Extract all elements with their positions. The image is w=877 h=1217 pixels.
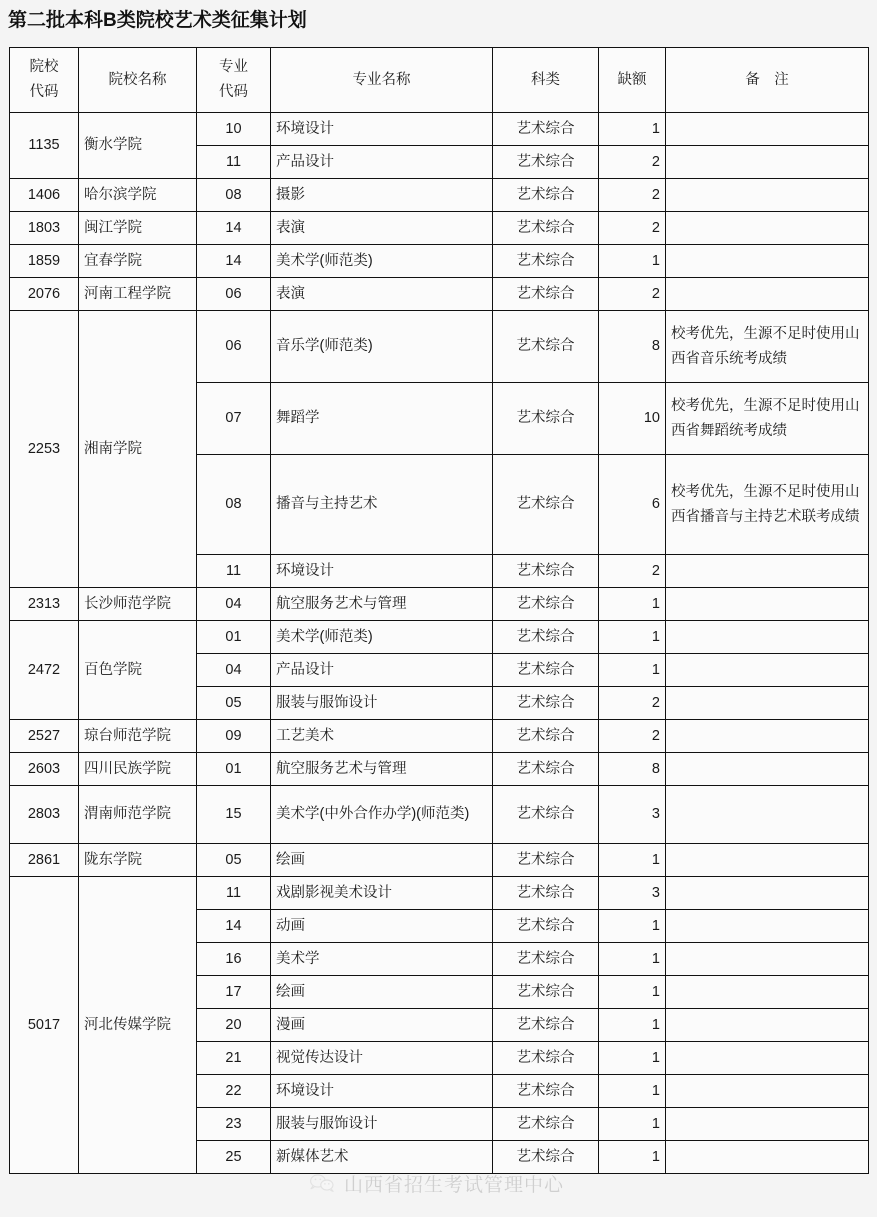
cell-category: 艺术综合 bbox=[493, 621, 599, 654]
cell-major-code: 08 bbox=[197, 455, 271, 555]
cell-quota: 1 bbox=[599, 1141, 666, 1174]
cell-major-code: 14 bbox=[197, 212, 271, 245]
cell-quota: 1 bbox=[599, 1042, 666, 1075]
cell-quota: 1 bbox=[599, 654, 666, 687]
cell-quota: 1 bbox=[599, 621, 666, 654]
cell-category: 艺术综合 bbox=[493, 146, 599, 179]
column-header-quota: 缺额 bbox=[599, 48, 666, 113]
cell-quota: 2 bbox=[599, 720, 666, 753]
cell-major-code: 09 bbox=[197, 720, 271, 753]
cell-category: 艺术综合 bbox=[493, 720, 599, 753]
cell-major-code: 11 bbox=[197, 146, 271, 179]
cell-major-name: 音乐学(师范类) bbox=[271, 311, 493, 383]
cell-school-code: 2076 bbox=[10, 278, 79, 311]
cell-major-name: 产品设计 bbox=[271, 146, 493, 179]
column-header-school-name: 院校名称 bbox=[79, 48, 197, 113]
cell-school-name: 陇东学院 bbox=[79, 844, 197, 877]
cell-major-code: 23 bbox=[197, 1108, 271, 1141]
table-row bbox=[10, 786, 869, 844]
cell-category: 艺术综合 bbox=[493, 588, 599, 621]
table-row bbox=[10, 179, 869, 212]
page-title: 第二批本科B类院校艺术类征集计划 bbox=[8, 10, 307, 31]
cell-school-code: 2472 bbox=[10, 621, 79, 720]
cell-major-name: 动画 bbox=[271, 910, 493, 943]
cell-remark bbox=[666, 844, 869, 877]
cell-major-code: 11 bbox=[197, 877, 271, 910]
cell-school-name: 渭南师范学院 bbox=[79, 786, 197, 844]
cell-remark bbox=[666, 943, 869, 976]
cell-major-code: 08 bbox=[197, 179, 271, 212]
cell-school-code: 1859 bbox=[10, 245, 79, 278]
cell-remark bbox=[666, 179, 869, 212]
cell-school-name: 四川民族学院 bbox=[79, 753, 197, 786]
cell-school-code: 2527 bbox=[10, 720, 79, 753]
cell-remark bbox=[666, 976, 869, 1009]
cell-remark bbox=[666, 1009, 869, 1042]
column-header-category: 科类 bbox=[493, 48, 599, 113]
cell-quota: 1 bbox=[599, 245, 666, 278]
cell-major-code: 20 bbox=[197, 1009, 271, 1042]
cell-school-code: 2603 bbox=[10, 753, 79, 786]
cell-quota: 1 bbox=[599, 1075, 666, 1108]
cell-quota: 2 bbox=[599, 555, 666, 588]
cell-major-name: 绘画 bbox=[271, 844, 493, 877]
table-row bbox=[10, 877, 869, 910]
cell-major-name: 服装与服饰设计 bbox=[271, 1108, 493, 1141]
cell-major-code: 07 bbox=[197, 383, 271, 455]
cell-school-code: 5017 bbox=[10, 877, 79, 1174]
cell-category: 艺术综合 bbox=[493, 278, 599, 311]
cell-category: 艺术综合 bbox=[493, 455, 599, 555]
cell-category: 艺术综合 bbox=[493, 179, 599, 212]
cell-quota: 2 bbox=[599, 278, 666, 311]
cell-remark bbox=[666, 1042, 869, 1075]
cell-quota: 1 bbox=[599, 113, 666, 146]
cell-school-name: 闽江学院 bbox=[79, 212, 197, 245]
cell-category: 艺术综合 bbox=[493, 654, 599, 687]
cell-category: 艺术综合 bbox=[493, 1141, 599, 1174]
cell-category: 艺术综合 bbox=[493, 311, 599, 383]
cell-major-code: 11 bbox=[197, 555, 271, 588]
cell-category: 艺术综合 bbox=[493, 687, 599, 720]
cell-school-code: 2861 bbox=[10, 844, 79, 877]
cell-major-name: 戏剧影视美术设计 bbox=[271, 877, 493, 910]
cell-category: 艺术综合 bbox=[493, 786, 599, 844]
cell-remark bbox=[666, 621, 869, 654]
cell-category: 艺术综合 bbox=[493, 383, 599, 455]
cell-major-name: 舞蹈学 bbox=[271, 383, 493, 455]
cell-school-name: 河北传媒学院 bbox=[79, 877, 197, 1174]
column-header-major-code-line1: 专业 bbox=[219, 59, 248, 75]
cell-school-name: 湘南学院 bbox=[79, 311, 197, 588]
cell-remark bbox=[666, 1108, 869, 1141]
cell-quota: 1 bbox=[599, 844, 666, 877]
cell-school-code: 2313 bbox=[10, 588, 79, 621]
cell-school-code: 1803 bbox=[10, 212, 79, 245]
cell-major-name: 美术学 bbox=[271, 943, 493, 976]
cell-major-code: 14 bbox=[197, 910, 271, 943]
cell-major-name: 新媒体艺术 bbox=[271, 1141, 493, 1174]
cell-school-name: 河南工程学院 bbox=[79, 278, 197, 311]
cell-major-code: 22 bbox=[197, 1075, 271, 1108]
cell-school-code: 1406 bbox=[10, 179, 79, 212]
cell-school-name: 宜春学院 bbox=[79, 245, 197, 278]
cell-remark bbox=[666, 687, 869, 720]
cell-remark bbox=[666, 786, 869, 844]
cell-quota: 2 bbox=[599, 687, 666, 720]
cell-school-name: 衡水学院 bbox=[79, 113, 197, 179]
column-header-major-name: 专业名称 bbox=[271, 48, 493, 113]
cell-quota: 3 bbox=[599, 786, 666, 844]
cell-quota: 1 bbox=[599, 588, 666, 621]
cell-quota: 2 bbox=[599, 179, 666, 212]
cell-major-name: 美术学(师范类) bbox=[271, 245, 493, 278]
cell-category: 艺术综合 bbox=[493, 212, 599, 245]
cell-remark bbox=[666, 555, 869, 588]
cell-major-code: 05 bbox=[197, 687, 271, 720]
table-row bbox=[10, 311, 869, 383]
cell-school-code: 1135 bbox=[10, 113, 79, 179]
cell-category: 艺术综合 bbox=[493, 1042, 599, 1075]
cell-remark bbox=[666, 245, 869, 278]
cell-remark bbox=[666, 910, 869, 943]
cell-major-name: 播音与主持艺术 bbox=[271, 455, 493, 555]
cell-quota: 8 bbox=[599, 311, 666, 383]
column-header-school-code-line2: 代码 bbox=[29, 84, 59, 100]
cell-major-code: 04 bbox=[197, 654, 271, 687]
cell-major-code: 01 bbox=[197, 753, 271, 786]
cell-major-name: 服装与服饰设计 bbox=[271, 687, 493, 720]
footer bbox=[0, 1165, 877, 1201]
cell-major-code: 21 bbox=[197, 1042, 271, 1075]
wechat-icon bbox=[309, 1173, 335, 1193]
table-row bbox=[10, 278, 869, 311]
cell-quota: 8 bbox=[599, 753, 666, 786]
cell-major-code: 25 bbox=[197, 1141, 271, 1174]
cell-remark bbox=[666, 113, 869, 146]
cell-category: 艺术综合 bbox=[493, 943, 599, 976]
cell-quota: 1 bbox=[599, 910, 666, 943]
cell-remark bbox=[666, 654, 869, 687]
cell-quota: 3 bbox=[599, 877, 666, 910]
cell-major-code: 06 bbox=[197, 278, 271, 311]
cell-quota: 1 bbox=[599, 1108, 666, 1141]
table-header bbox=[10, 48, 869, 113]
cell-category: 艺术综合 bbox=[493, 877, 599, 910]
cell-major-code: 05 bbox=[197, 844, 271, 877]
cell-major-name: 美术学(师范类) bbox=[271, 621, 493, 654]
cell-category: 艺术综合 bbox=[493, 844, 599, 877]
cell-quota: 2 bbox=[599, 212, 666, 245]
cell-category: 艺术综合 bbox=[493, 245, 599, 278]
header-row bbox=[10, 48, 869, 113]
cell-quota: 10 bbox=[599, 383, 666, 455]
cell-major-name: 美术学(中外合作办学)(师范类) bbox=[271, 786, 493, 844]
cell-major-name: 产品设计 bbox=[271, 654, 493, 687]
cell-major-name: 漫画 bbox=[271, 1009, 493, 1042]
column-header-major-code-line2: 代码 bbox=[219, 84, 248, 100]
cell-major-code: 10 bbox=[197, 113, 271, 146]
cell-school-name: 哈尔滨学院 bbox=[79, 179, 197, 212]
column-header-remark: 备 注 bbox=[666, 48, 869, 113]
cell-remark bbox=[666, 753, 869, 786]
table-row bbox=[10, 113, 869, 146]
table-row bbox=[10, 753, 869, 786]
cell-major-name: 环境设计 bbox=[271, 1075, 493, 1108]
enrollment-plan-table bbox=[9, 47, 869, 1174]
cell-category: 艺术综合 bbox=[493, 555, 599, 588]
cell-quota: 1 bbox=[599, 976, 666, 1009]
cell-remark: 校考优先，生源不足时使用山西省舞蹈统考成绩 bbox=[666, 383, 869, 455]
cell-remark bbox=[666, 212, 869, 245]
cell-major-name: 工艺美术 bbox=[271, 720, 493, 753]
cell-major-name: 环境设计 bbox=[271, 555, 493, 588]
cell-major-code: 16 bbox=[197, 943, 271, 976]
cell-school-code: 2803 bbox=[10, 786, 79, 844]
cell-remark bbox=[666, 278, 869, 311]
cell-category: 艺术综合 bbox=[493, 1075, 599, 1108]
cell-category: 艺术综合 bbox=[493, 1108, 599, 1141]
cell-major-name: 绘画 bbox=[271, 976, 493, 1009]
cell-category: 艺术综合 bbox=[493, 976, 599, 1009]
table-row bbox=[10, 245, 869, 278]
column-header-major-code bbox=[197, 48, 271, 113]
cell-category: 艺术综合 bbox=[493, 910, 599, 943]
cell-major-name: 航空服务艺术与管理 bbox=[271, 753, 493, 786]
cell-quota: 2 bbox=[599, 146, 666, 179]
cell-major-code: 15 bbox=[197, 786, 271, 844]
cell-quota: 6 bbox=[599, 455, 666, 555]
table-row bbox=[10, 588, 869, 621]
cell-remark: 校考优先，生源不足时使用山西省播音与主持艺术联考成绩 bbox=[666, 455, 869, 555]
table-row bbox=[10, 720, 869, 753]
footer-label: 山西省招生考试管理中心 bbox=[343, 1174, 564, 1196]
cell-quota: 1 bbox=[599, 1009, 666, 1042]
cell-remark bbox=[666, 146, 869, 179]
cell-major-name: 航空服务艺术与管理 bbox=[271, 588, 493, 621]
cell-category: 艺术综合 bbox=[493, 113, 599, 146]
cell-remark: 校考优先，生源不足时使用山西省音乐统考成绩 bbox=[666, 311, 869, 383]
table-row bbox=[10, 844, 869, 877]
cell-major-name: 表演 bbox=[271, 278, 493, 311]
cell-remark bbox=[666, 720, 869, 753]
cell-school-name: 长沙师范学院 bbox=[79, 588, 197, 621]
column-header-school-code bbox=[10, 48, 79, 113]
table-body bbox=[10, 113, 869, 1174]
cell-remark bbox=[666, 877, 869, 910]
column-header-school-code-line1: 院校 bbox=[29, 59, 59, 75]
cell-school-name: 琼台师范学院 bbox=[79, 720, 197, 753]
cell-major-code: 04 bbox=[197, 588, 271, 621]
cell-remark bbox=[666, 588, 869, 621]
table-row bbox=[10, 621, 869, 654]
cell-school-code: 2253 bbox=[10, 311, 79, 588]
cell-category: 艺术综合 bbox=[493, 753, 599, 786]
cell-quota: 1 bbox=[599, 943, 666, 976]
cell-major-code: 01 bbox=[197, 621, 271, 654]
cell-major-code: 06 bbox=[197, 311, 271, 383]
cell-category: 艺术综合 bbox=[493, 1009, 599, 1042]
cell-major-name: 表演 bbox=[271, 212, 493, 245]
cell-major-name: 摄影 bbox=[271, 179, 493, 212]
cell-major-name: 环境设计 bbox=[271, 113, 493, 146]
cell-major-name: 视觉传达设计 bbox=[271, 1042, 493, 1075]
table-row bbox=[10, 212, 869, 245]
cell-major-code: 17 bbox=[197, 976, 271, 1009]
cell-remark bbox=[666, 1075, 869, 1108]
cell-major-code: 14 bbox=[197, 245, 271, 278]
cell-school-name: 百色学院 bbox=[79, 621, 197, 720]
